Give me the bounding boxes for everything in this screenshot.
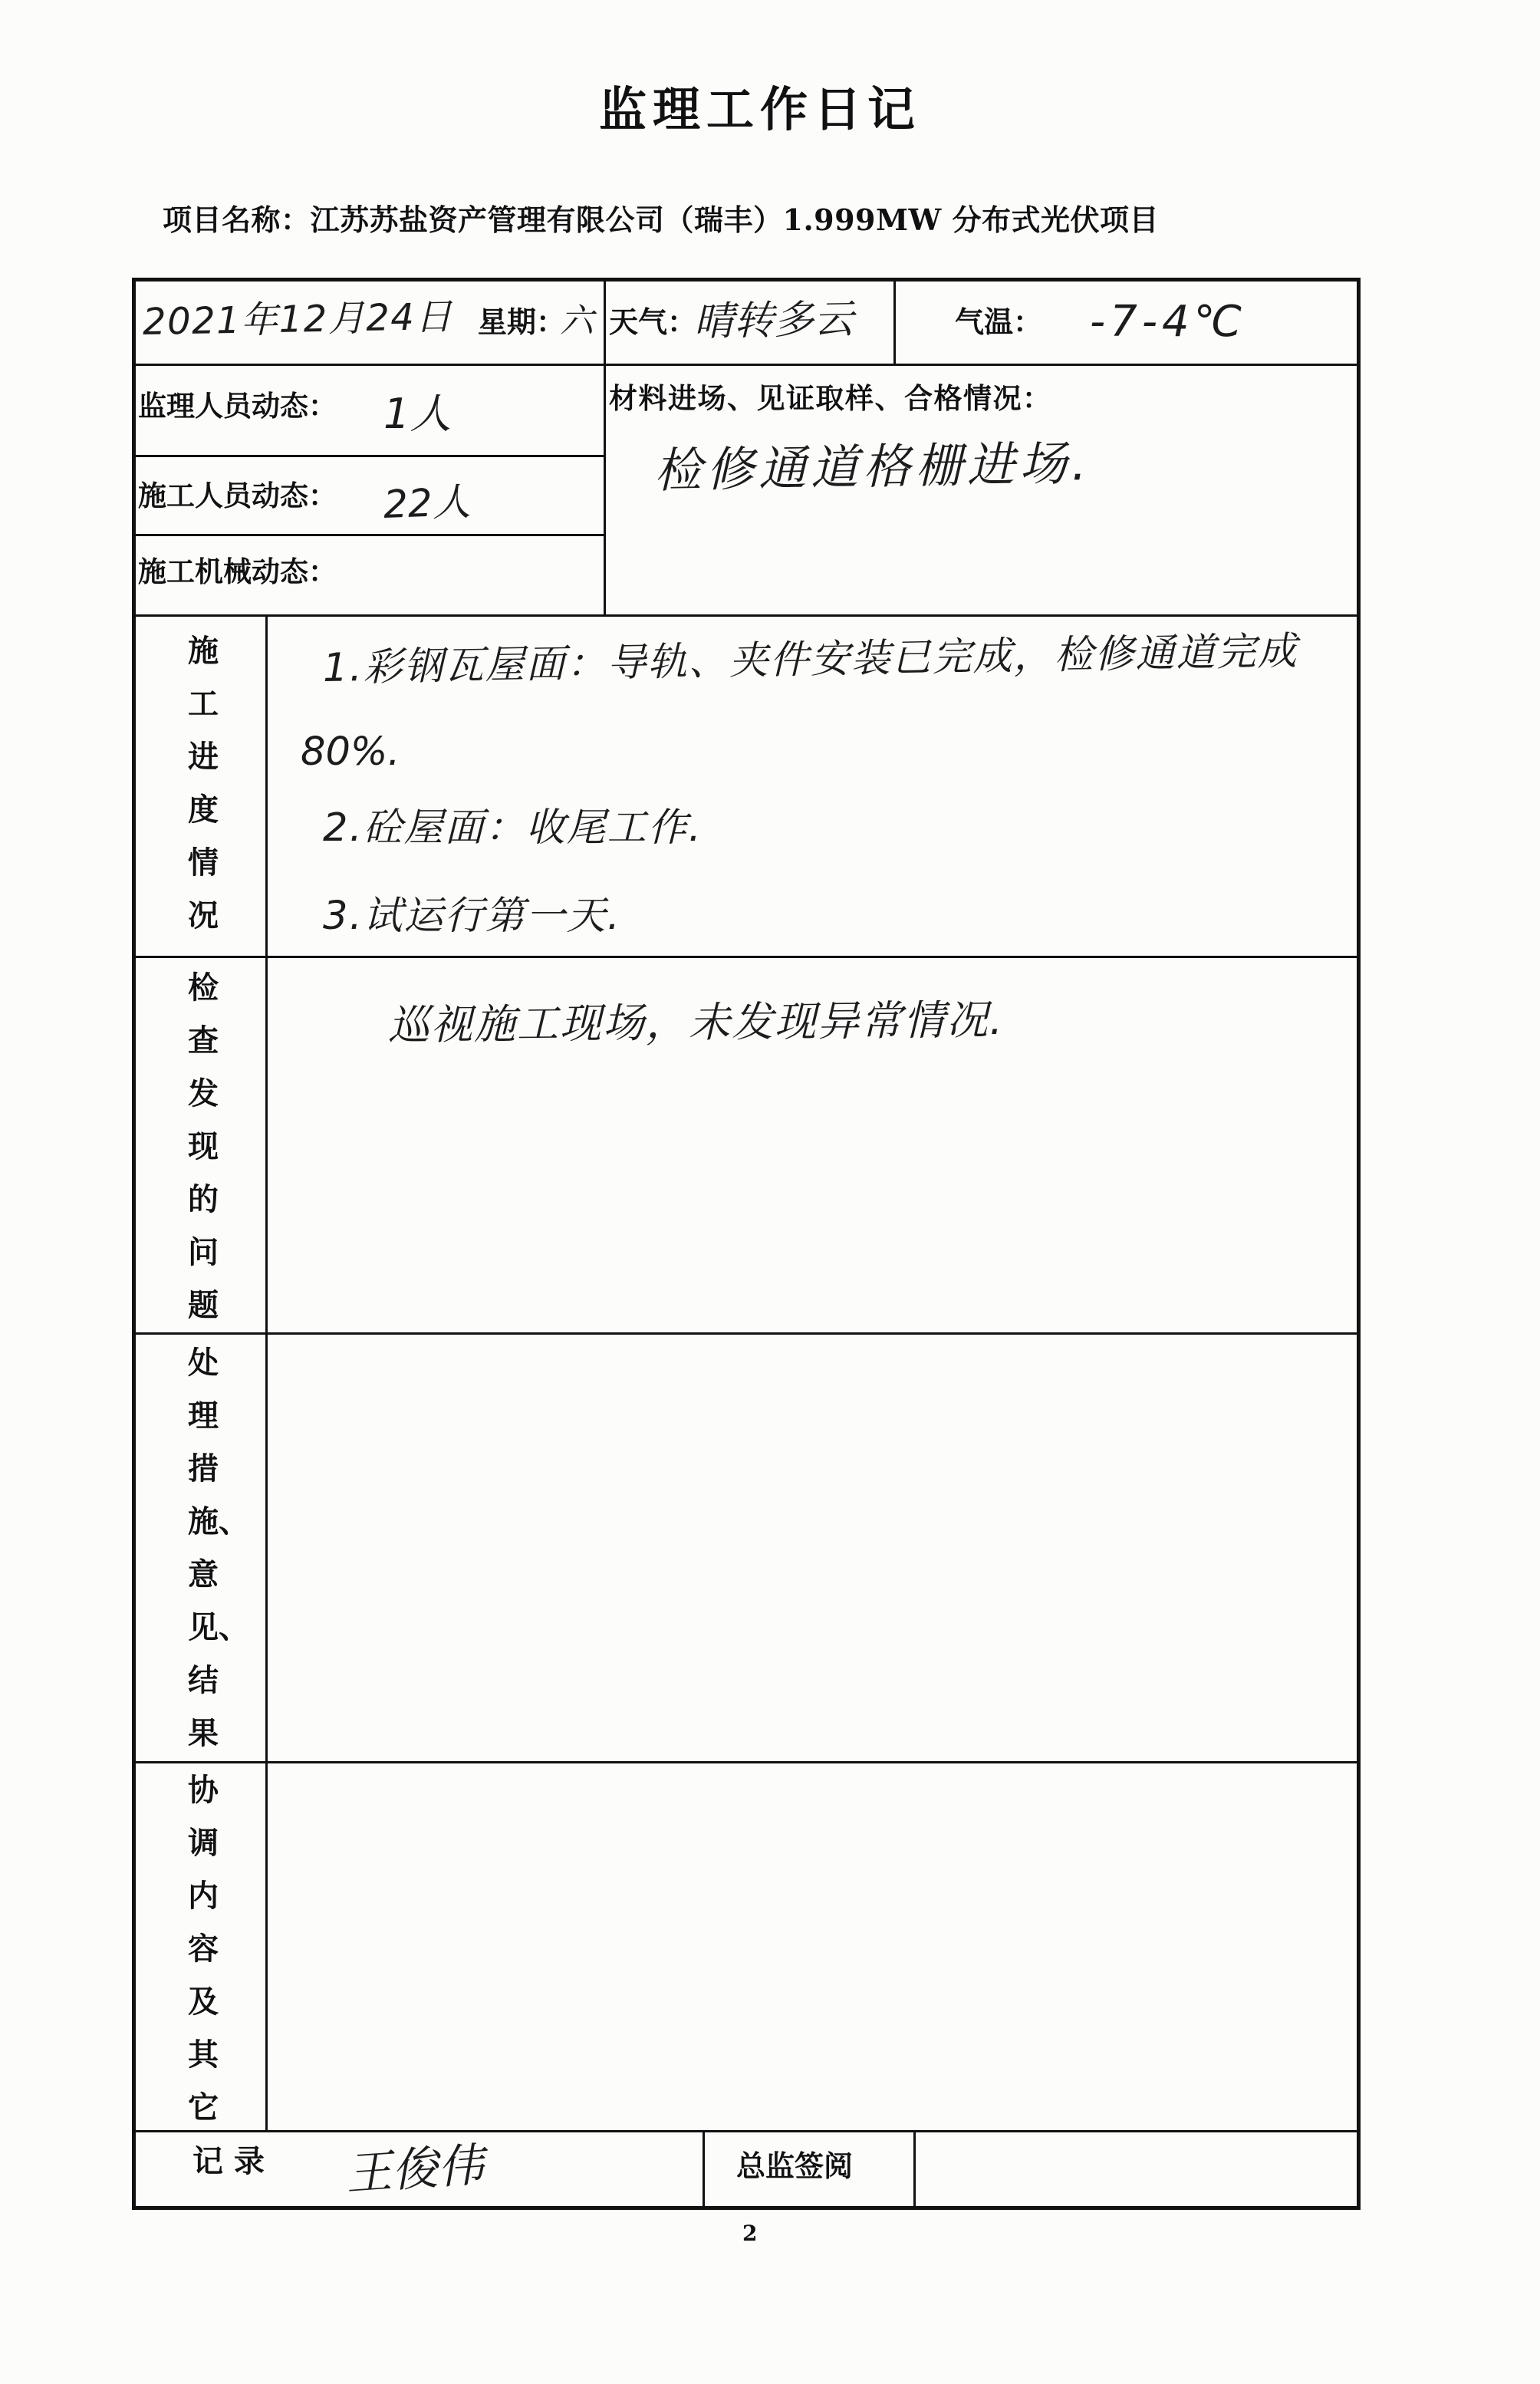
section-label-coordination: 协调内容及其它 [188, 1772, 219, 2126]
weather-label: 天气： [609, 305, 697, 339]
issues-line: 巡视施工现场，未发现异常情况. [387, 995, 1005, 1049]
machinery-label: 施工机械动态： [138, 555, 337, 588]
recorder-label: 记 录 [192, 2143, 265, 2179]
diary-date: 2021年12月24日 [142, 295, 454, 344]
materials-note: 检修通道格栅进场. [653, 435, 1092, 499]
grid-line [132, 364, 1361, 366]
grid-line [132, 614, 1361, 617]
weekday-value: 六 [560, 301, 594, 341]
supervisor-staff-value: 1人 [383, 390, 452, 438]
grid-line [132, 534, 604, 536]
progress-line: 1.彩钢瓦屋面：导轨、夹件安装已完成，检修通道完成 [322, 628, 1298, 691]
weekday-label: 星期： [478, 305, 566, 339]
temperature-value: -7-4℃ [1090, 297, 1247, 347]
construction-staff-label: 施工人员动态： [138, 479, 337, 512]
chief-review-label: 总监签阅 [736, 2149, 854, 2183]
progress-line: 3.试运行第一天. [323, 894, 621, 939]
section-label-measures: 处理措施、意见、结果 [188, 1345, 249, 1751]
grid-line [893, 278, 896, 364]
grid-line [604, 278, 606, 615]
materials-label: 材料进场、见证取样、合格情况： [609, 381, 1052, 415]
weather-value: 晴转多云 [693, 296, 854, 345]
section-label-issues: 检查发现的问题 [188, 970, 219, 1323]
progress-line: 2.砼屋面：收尾工作. [323, 805, 703, 851]
grid-line [703, 2131, 705, 2210]
grid-line [132, 455, 604, 457]
page-number: 2 [742, 2221, 758, 2246]
page-title: 监理工作日记 [599, 81, 922, 137]
temperature-label: 气温： [955, 305, 1043, 339]
supervisor-staff-label: 监理人员动态： [138, 389, 337, 423]
construction-staff-value: 22人 [382, 479, 472, 527]
grid-line [265, 615, 268, 2131]
section-label-progress: 施工进度情况 [188, 633, 219, 934]
grid-line [132, 1761, 1361, 1763]
grid-line [132, 1332, 1361, 1335]
grid-line [132, 2130, 1361, 2132]
grid-line [913, 2131, 916, 2210]
grid-line [132, 956, 1361, 958]
progress-line: 80%. [301, 729, 400, 775]
project-name: 项目名称：江苏苏盐资产管理有限公司（瑞丰）1.999MW 分布式光伏项目 [163, 203, 1159, 237]
recorder-signature: 王俊伟 [344, 2138, 486, 2201]
